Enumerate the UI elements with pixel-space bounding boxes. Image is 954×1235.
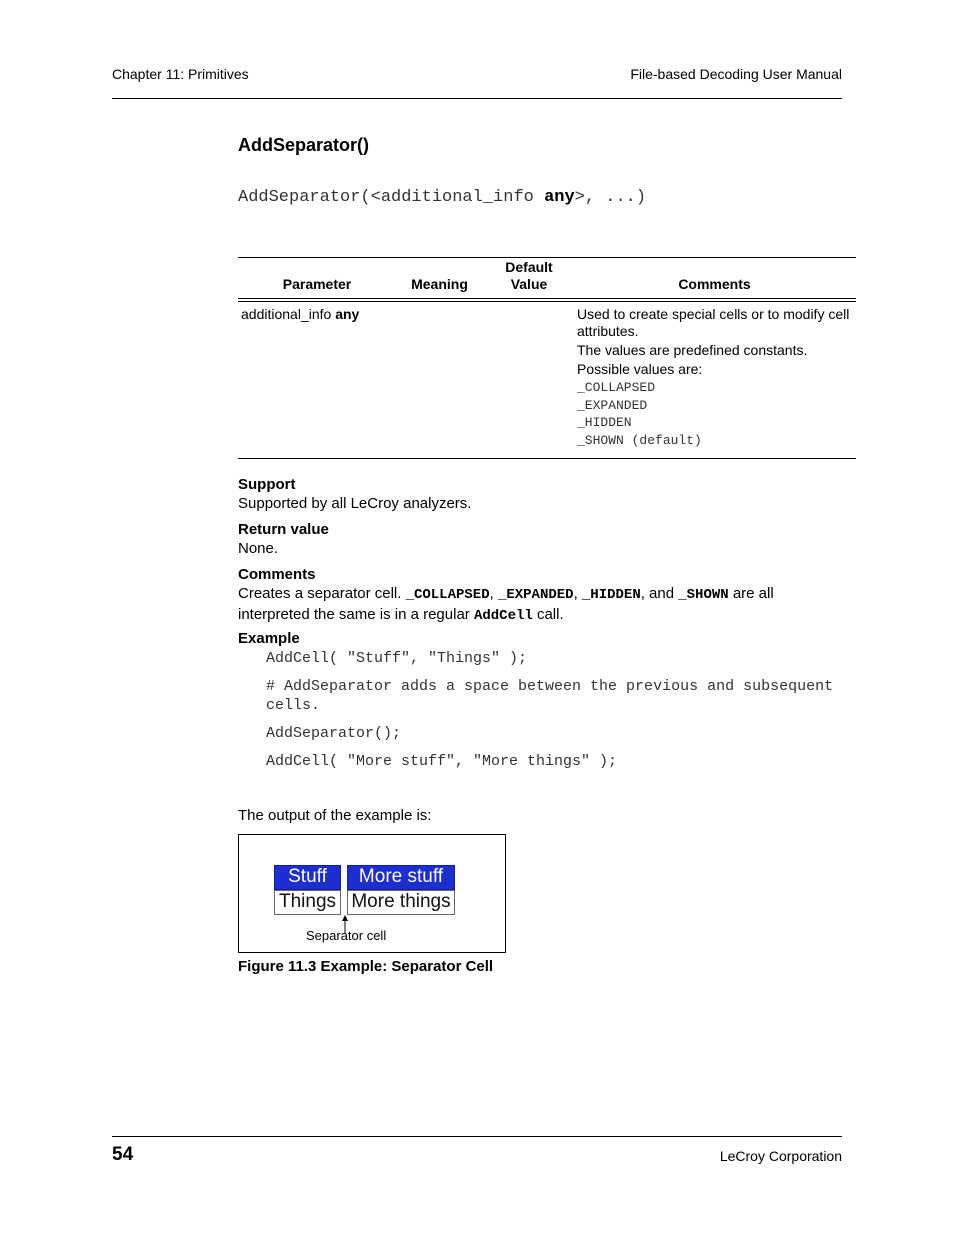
comments-text-1: Creates a separator cell. bbox=[238, 585, 406, 602]
value-hidden: _HIDDEN bbox=[577, 415, 632, 430]
const-shown: _SHOWN bbox=[678, 587, 729, 603]
param-type: any bbox=[335, 306, 360, 322]
table-header-rule-1 bbox=[238, 298, 856, 299]
cell-stuff: Stuff bbox=[274, 865, 341, 890]
cell-more-things: More things bbox=[347, 890, 455, 915]
comments-heading: Comments bbox=[238, 566, 316, 583]
cell-more-stuff: More stuff bbox=[347, 865, 455, 890]
table-header-default-line2: Value bbox=[510, 276, 548, 292]
const-expanded: _EXPANDED bbox=[497, 587, 574, 603]
table-header-rule-2 bbox=[238, 301, 856, 302]
signature-keyword: any bbox=[544, 188, 575, 207]
table-header-parameter: Parameter bbox=[282, 276, 352, 292]
value-shown: _SHOWN (default) bbox=[577, 432, 702, 448]
support-heading: Support bbox=[238, 476, 296, 493]
comments-text-3: , bbox=[573, 585, 582, 602]
addcell-reference: AddCell bbox=[473, 608, 533, 624]
running-header-manual: File-based Decoding User Manual bbox=[630, 66, 842, 82]
comments-text-4: , and bbox=[640, 585, 679, 602]
const-collapsed: _COLLAPSED bbox=[405, 587, 490, 603]
figure-caption: Figure 11.3 Example: Separator Cell bbox=[238, 958, 494, 975]
const-hidden: _HIDDEN bbox=[581, 587, 641, 603]
signature-suffix: >, ...) bbox=[574, 188, 647, 207]
example-heading: Example bbox=[238, 630, 300, 647]
table-header-default bbox=[493, 259, 565, 293]
example-code-line-3: AddSeparator(); bbox=[266, 725, 402, 742]
value-collapsed: _COLLAPSED bbox=[577, 380, 656, 395]
possible-values-list bbox=[577, 379, 853, 449]
function-title: AddSeparator() bbox=[238, 135, 370, 155]
footer-rule bbox=[112, 1136, 842, 1137]
table-cell-parameter bbox=[241, 306, 359, 323]
header-rule bbox=[112, 98, 842, 99]
comments-text-5: are all interpreted the same is in a regular bbox=[238, 585, 774, 623]
table-header-meaning: Meaning bbox=[411, 276, 468, 292]
figure-separator-cell bbox=[238, 834, 506, 953]
example-code-comment: # AddSeparator adds a space between the previous and subsequent cells. bbox=[266, 678, 834, 714]
return-value-text: None. bbox=[238, 540, 279, 557]
separator-cell-annotation: Separator cell bbox=[306, 928, 387, 943]
table-cell-comments bbox=[577, 306, 853, 449]
comments-text-6: call. bbox=[532, 606, 564, 623]
value-expanded: _EXPANDED bbox=[577, 397, 648, 413]
comment-line-2: The values are predefined constants. bbox=[577, 342, 808, 358]
function-signature bbox=[238, 188, 646, 207]
comments-text-2: , bbox=[489, 585, 498, 602]
running-header-chapter: Chapter 11: Primitives bbox=[112, 66, 249, 82]
table-header-comments: Comments bbox=[678, 276, 751, 292]
comments-text bbox=[238, 584, 848, 626]
page-number: 54 bbox=[112, 1144, 134, 1165]
example-code-line-4: AddCell( "More stuff", "More things" ); bbox=[266, 753, 618, 770]
signature-prefix: AddSeparator(<additional_info bbox=[238, 188, 545, 207]
table-bottom-rule bbox=[238, 458, 856, 459]
param-name: additional_info bbox=[241, 306, 332, 322]
table-header-default-line1: Default bbox=[505, 259, 553, 275]
footer-company: LeCroy Corporation bbox=[719, 1148, 842, 1164]
example-code-line-1: AddCell( "Stuff", "Things" ); bbox=[266, 650, 528, 667]
comment-line-1: Used to create special cells or to modify cell attributes. bbox=[577, 306, 850, 339]
comment-line-3: Possible values are: bbox=[577, 361, 703, 377]
support-text: Supported by all LeCroy analyzers. bbox=[238, 495, 472, 512]
cell-things: Things bbox=[274, 890, 341, 915]
return-value-heading: Return value bbox=[238, 521, 329, 538]
output-intro: The output of the example is: bbox=[238, 807, 432, 824]
table-top-rule bbox=[238, 257, 856, 258]
